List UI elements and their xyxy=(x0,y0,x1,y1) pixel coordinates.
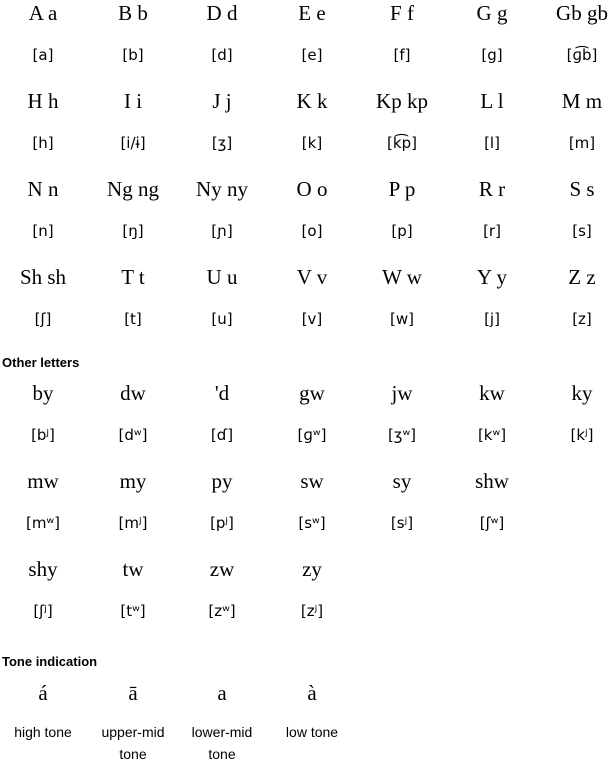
letter-row xyxy=(0,176,613,220)
ipa-cell: [g] xyxy=(481,46,503,64)
ipa-cell: [kʲ] xyxy=(570,426,594,444)
ipa-cell: [bʲ] xyxy=(31,426,55,444)
ipa-cell: [sʲ] xyxy=(390,514,414,532)
ipa-cell: [i/ɨ] xyxy=(120,134,146,152)
tone-indication-heading: Tone indication xyxy=(2,654,98,669)
ipa-cell: [z] xyxy=(572,310,592,328)
letter-cell: zy xyxy=(302,557,322,581)
letter-cell: Gb gb xyxy=(556,1,608,25)
letter-cell: py xyxy=(211,469,233,493)
letter-cell: B b xyxy=(118,1,148,25)
letter-cell: D d xyxy=(206,1,238,25)
letter-cell: N n xyxy=(27,177,59,201)
ipa-cell: [ɡ͡b] xyxy=(566,46,598,64)
letter-cell: Sh sh xyxy=(19,265,67,289)
ipa-cell: [ɗ] xyxy=(210,426,234,444)
ipa-cell: [b] xyxy=(122,46,144,64)
ipa-cell: [mʲ] xyxy=(118,514,148,532)
letter-cell: my xyxy=(119,469,147,493)
letter-cell: Ng ng xyxy=(107,177,159,201)
letter-cell: sy xyxy=(392,469,412,493)
ipa-row xyxy=(0,422,613,466)
ipa-cell: [sʷ] xyxy=(298,514,326,532)
ipa-cell: [mʷ] xyxy=(25,514,61,532)
ipa-cell: [zʷ] xyxy=(208,602,236,620)
ipa-row xyxy=(0,42,613,86)
letter-cell: dw xyxy=(120,381,146,405)
ipa-cell: [s] xyxy=(572,222,592,240)
ipa-cell: [j] xyxy=(484,310,500,328)
ipa-cell: [pʲ] xyxy=(210,514,234,532)
ipa-row xyxy=(0,510,613,554)
ipa-cell: [k͡p] xyxy=(387,134,417,152)
letter-cell: ky xyxy=(571,381,593,405)
ipa-cell: [t] xyxy=(124,310,142,328)
letter-row xyxy=(0,380,613,424)
letter-cell: I i xyxy=(123,89,143,113)
letter-cell: K k xyxy=(296,89,328,113)
letter-cell: W w xyxy=(382,265,422,289)
ipa-cell: [ɡʷ] xyxy=(297,426,327,444)
letter-cell: L l xyxy=(480,89,504,113)
ipa-cell: [l] xyxy=(484,134,500,152)
letter-cell: jw xyxy=(391,381,413,405)
letter-cell: tw xyxy=(122,557,144,581)
letter-cell: E e xyxy=(298,1,326,25)
letter-cell: Ny ny xyxy=(196,177,248,201)
tone-symbol: á xyxy=(38,681,48,705)
ipa-cell: [f] xyxy=(393,46,411,64)
ipa-row xyxy=(0,598,613,642)
ipa-cell: [a] xyxy=(32,46,54,64)
letter-cell: 'd xyxy=(214,381,230,405)
tone-symbol: a xyxy=(217,681,227,705)
ipa-cell: [v] xyxy=(301,310,323,328)
tone-label: high tone xyxy=(14,724,72,740)
ipa-cell: [ʒʷ] xyxy=(387,426,417,444)
letter-cell: by xyxy=(32,381,54,405)
letter-cell: H h xyxy=(27,89,59,113)
ipa-cell: [m] xyxy=(568,134,596,152)
letter-cell: Y y xyxy=(476,265,508,289)
letter-cell: shw xyxy=(475,469,509,493)
letter-cell: mw xyxy=(27,469,59,493)
letter-row xyxy=(0,0,613,44)
letter-cell: U u xyxy=(206,265,238,289)
ipa-cell: [d] xyxy=(211,46,233,64)
ipa-cell: [w] xyxy=(390,310,414,328)
tone-symbol: ā xyxy=(128,681,138,705)
ipa-row xyxy=(0,130,613,174)
ipa-cell: [h] xyxy=(32,134,54,152)
tone-symbol: à xyxy=(307,681,317,705)
other-letters-heading: Other letters xyxy=(2,355,80,370)
ipa-cell: [ʃʲ] xyxy=(33,602,53,620)
letter-cell: F f xyxy=(390,1,414,25)
ipa-cell: [n] xyxy=(32,222,54,240)
letter-cell: P p xyxy=(388,177,416,201)
letter-cell: S s xyxy=(569,177,595,201)
ipa-row xyxy=(0,306,613,350)
ipa-cell: [p] xyxy=(391,222,413,240)
ipa-cell: [o] xyxy=(301,222,323,240)
letter-cell: R r xyxy=(478,177,506,201)
letter-row xyxy=(0,468,613,512)
ipa-cell: [tʷ] xyxy=(120,602,146,620)
letter-cell: Kp kp xyxy=(376,89,428,113)
ipa-cell: [ʃ] xyxy=(34,310,52,328)
ipa-row xyxy=(0,218,613,262)
ipa-cell: [ʃʷ] xyxy=(479,514,505,532)
ipa-cell: [u] xyxy=(211,310,233,328)
letter-cell: gw xyxy=(299,381,325,405)
ipa-cell: [ʒ] xyxy=(211,134,233,152)
ipa-cell: [kʷ] xyxy=(477,426,507,444)
letter-cell: T t xyxy=(121,265,145,289)
ipa-cell: [r] xyxy=(483,222,501,240)
letter-cell: M m xyxy=(561,89,603,113)
letter-cell: sw xyxy=(300,469,324,493)
ipa-cell: [dʷ] xyxy=(118,426,148,444)
letter-cell: shy xyxy=(28,557,58,581)
tone-label: upper-mid tone xyxy=(101,724,165,762)
ipa-cell: [ŋ] xyxy=(122,222,144,240)
ipa-cell: [k] xyxy=(301,134,323,152)
letter-row xyxy=(0,264,613,308)
letter-cell: V v xyxy=(296,265,328,289)
letter-cell: O o xyxy=(296,177,328,201)
tone-label: low tone xyxy=(285,724,339,740)
letter-cell: Z z xyxy=(568,265,596,289)
letter-cell: zw xyxy=(209,557,235,581)
ipa-cell: [e] xyxy=(301,46,323,64)
letter-cell: kw xyxy=(479,381,505,405)
letter-row xyxy=(0,556,613,600)
tone-label: lower-mid tone xyxy=(191,724,253,762)
letter-row xyxy=(0,88,613,132)
ipa-cell: [zʲ] xyxy=(300,602,324,620)
ipa-cell: [ɲ] xyxy=(211,222,233,240)
letter-cell: G g xyxy=(476,1,508,25)
letter-cell: A a xyxy=(28,1,58,25)
letter-cell: J j xyxy=(212,89,232,113)
